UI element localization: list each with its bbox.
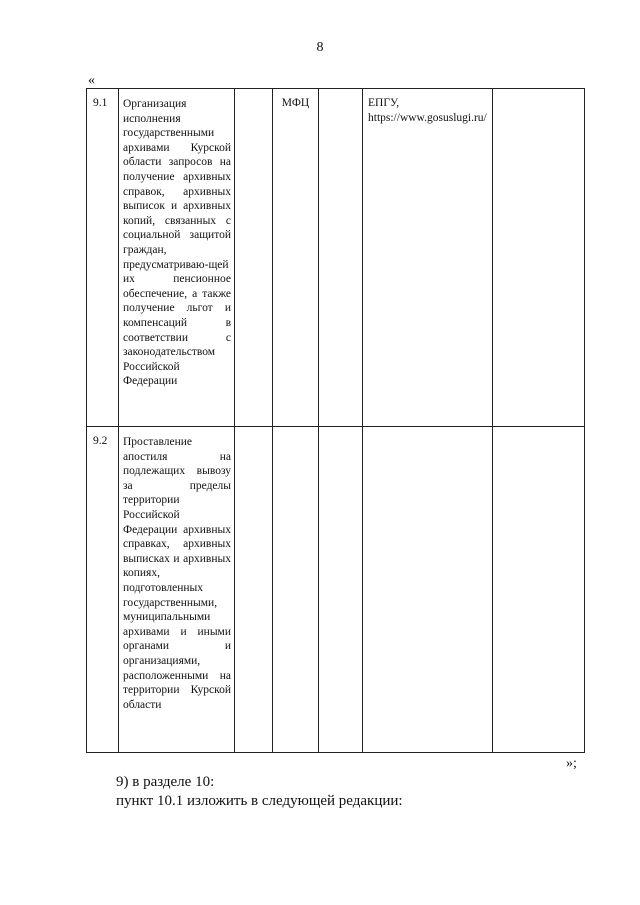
table-cell: [235, 427, 273, 753]
service-name: Организация исполнения государственными архивами Курской области запросов на получение архивных справок, архивных выписок и архивных копий, связанных с социальной защитой граждан, предусматриваю-щей их пенсионное обеспечение, а также получение льгот и компенсаций в соответствии с законодательством Российской Федерации: [119, 89, 235, 427]
amendment-paragraph: 9) в разделе 10:: [116, 774, 215, 790]
amendment-paragraph: пункт 10.1 изложить в следующей редакции:: [116, 793, 403, 809]
table-cell: [493, 89, 585, 427]
table-cell: [319, 427, 363, 753]
table-cell: [235, 89, 273, 427]
table-row: [87, 89, 585, 427]
mfc-cell: МФЦ: [273, 89, 319, 427]
opening-quote-mark: «: [88, 73, 95, 88]
services-table: [86, 88, 585, 753]
row-number: 9.2: [87, 427, 119, 753]
row-number: 9.1: [87, 89, 119, 427]
service-name: Проставление апостиля на подлежащих вывозу за пределы территории Российской Федерации архивных справках, архивных выписках и архивных копиях, подготовленных государственными, муниципальными архивами и иными органами и организациями, расположенными на территории Курской области: [119, 427, 235, 753]
page-number: 8: [316, 40, 324, 55]
table-row: [87, 427, 585, 753]
closing-quote-mark: »;: [566, 756, 577, 771]
mfc-cell: [273, 427, 319, 753]
table-cell: [319, 89, 363, 427]
epgu-cell: ЕПГУ, https://www.gosuslugi.ru/: [363, 89, 493, 427]
epgu-cell: [363, 427, 493, 753]
table-cell: [493, 427, 585, 753]
